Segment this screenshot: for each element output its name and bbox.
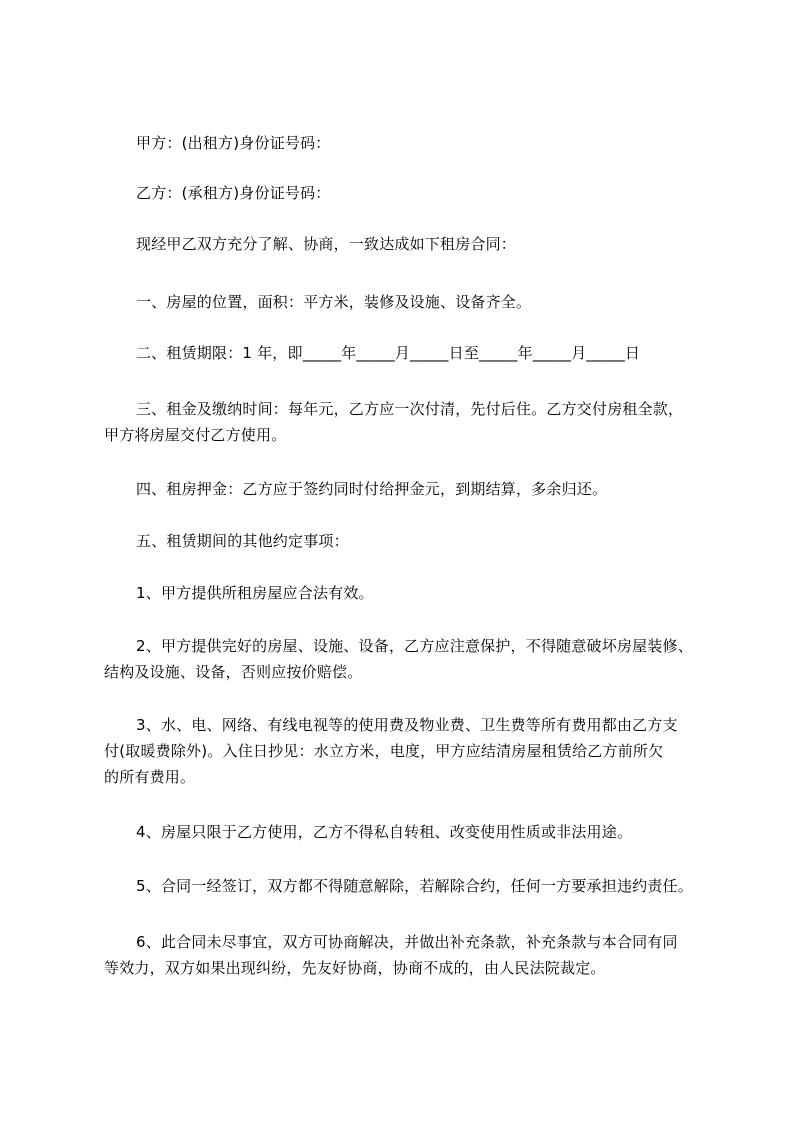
text-line: 甲方将房屋交付乙方使用。: [104, 426, 287, 444]
clause-5-paragraph: [136, 528, 349, 554]
item-2-paragraph: [104, 633, 693, 685]
text-line: 三、租金及缴纳时间：每年元，乙方应一次付清，先付后住。乙方交付房租全款，: [136, 400, 684, 418]
text-line: 乙方：(承租方)身份证号码：: [136, 184, 331, 202]
text-line: 现经甲乙双方充分了解、协商，一致达成如下租房合同：: [136, 235, 517, 253]
clause-2-paragraph: [136, 340, 640, 366]
text-line: 4、房屋只限于乙方使用，乙方不得私自转租、改变使用性质或非法用途。: [136, 823, 633, 841]
item-3-paragraph: [104, 712, 678, 790]
clause-3-paragraph: [104, 396, 683, 448]
text-line: 2、甲方提供完好的房屋、设施、设备，乙方应注意保护，不得随意破坏房屋装修、: [136, 637, 693, 655]
text-line: 等效力，双方如果出现纠纷，先友好协商，协商不成的，由人民法院裁定。: [104, 959, 606, 977]
text-line: 五、租赁期间的其他约定事项：: [136, 532, 349, 550]
text-line: 甲方：(出租方)身份证号码：: [136, 134, 331, 152]
text-line: 二、租赁期限：1 年，即_____年_____月_____日至_____年_____月_____日: [136, 344, 641, 362]
party-b-line: [136, 180, 331, 206]
clause-1-paragraph: [136, 289, 531, 315]
text-line: 6、此合同未尽事宜，双方可协商解决，并做出补充条款，补充条款与本合同有同: [136, 933, 678, 951]
text-line: 3、水、电、网络、有线电视等的使用费及物业费、卫生费等所有费用都由乙方支: [136, 716, 678, 734]
intro-paragraph: [136, 231, 516, 257]
text-line: 1、甲方提供所租房屋应合法有效。: [136, 584, 374, 602]
text-line: 付(取暖费除外)。入住日抄见：水立方米，电度，甲方应结清房屋租赁给乙方前所欠: [104, 742, 664, 760]
text-line: 结构及设施、设备，否则应按价赔偿。: [104, 663, 363, 681]
item-5-paragraph: [136, 873, 693, 899]
text-line: 5、合同一经签订，双方都不得随意解除，若解除合约，任何一方要承担违约责任。: [136, 877, 693, 895]
text-line: 四、租房押金：乙方应于签约同时付给押金元，到期结算，多余归还。: [136, 480, 608, 498]
clause-4-paragraph: [136, 476, 607, 502]
text-line: 的所有费用。: [104, 768, 196, 786]
party-a-line: [136, 130, 331, 156]
item-1-paragraph: [136, 580, 374, 606]
item-4-paragraph: [136, 819, 632, 845]
text-line: 一、房屋的位置，面积：平方米，装修及设施、设备齐全。: [136, 293, 532, 311]
item-6-paragraph: [104, 929, 678, 981]
